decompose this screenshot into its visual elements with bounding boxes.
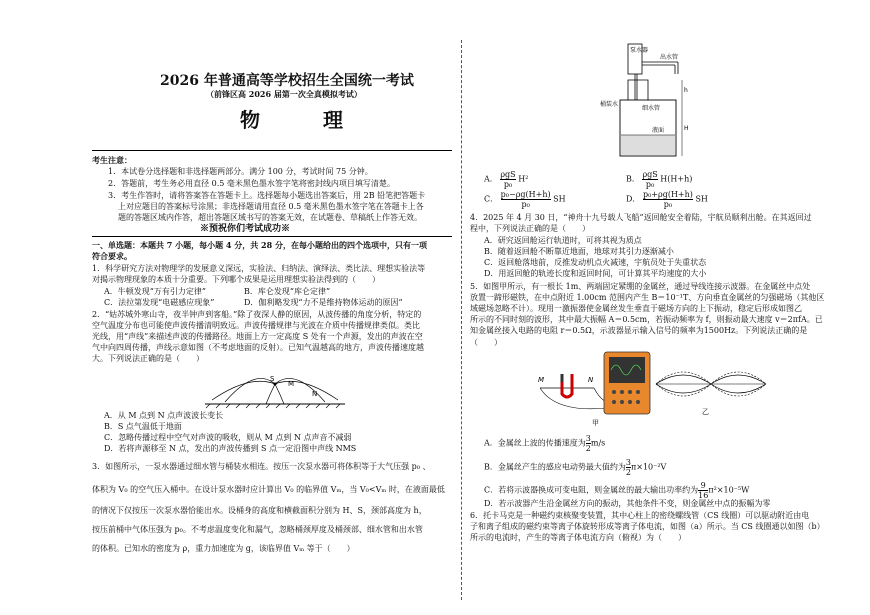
fraction: $\frac{9}{16}$ [698,481,709,500]
q5-stem: 所示的不同时刻的波形，其中最大振幅 A＝0.5cm，若振动频率为 f，则振动最大速度 v＝2πfA。已 [470,315,823,324]
label-s: S [270,375,275,383]
q5-stem: 域磁场忽略不计）。现用一激振器使金属丝发生垂直于磁场方向的上下振动，稳定后形成如图乙 [470,304,802,313]
q3-stem: 按压前桶中气体压强为 p₀。不考虑温度变化和漏气，忽略桶颈厚度及桶颈部、细水管和出水管 [92,525,423,534]
header-divider [92,150,452,151]
q3-stem: 体积为 V₀ 的空气压入桶中。在设计泵水器时应计算出 V₀ 的临界值 Vₘ，当 V₀<Vₘ 时，在液面最低 [92,485,445,494]
q2-stem: 光线，用“声线”来描述声波的传播路径。地面上方一定高度 S 处有一个声源，发出的声波在空 [92,332,423,341]
fraction: $\frac{3}{2}$ [585,434,591,453]
q4-stem: 程中，下列说法正确的是（ ） [470,224,590,233]
section1-heading-cont: 符合要求。 [92,251,132,261]
column-divider [461,40,462,600]
notice-item: 2．答题前，考生务必用直径 0.5 毫米黑色墨水签字笔将密封线内项目填写清楚。 [108,179,395,188]
q1-option-b: B．库仑发现“库仑定律” [244,287,331,296]
fraction: ρgS p₀ [500,170,516,189]
q2-stem: 气中向四周传播，声线示意如图（不考虑地面的反射）。已知气温越高的地方，声波传播速度越 [92,343,424,352]
standing-wave-figure [652,358,770,418]
q1-option-d: D．伽利略发现“力不是维持物体运动的原因” [244,298,403,307]
label-m: M [288,380,295,388]
q6-stem: 子和离子组成的磁约束等离子体旋转形成等离子体电流，如图（a）所示。当 CS 线圈通以如图（b） [470,522,825,531]
q3-option-c: C． $\frac{\text{p₀−ρg(H+h)}}{\text{p₀}}$ SH [484,190,566,209]
label-tube: 细水管 [642,105,661,112]
label-big-h: H [684,125,689,132]
label-m: M [538,376,545,384]
q5-stem: 5．如图甲所示，有一根长 1m、两端固定紧绷的金属丝，通过导线连接示波器。在金属丝中点处 [470,282,811,291]
label-yi: 乙 [702,408,709,416]
oscilloscope-screen [609,357,645,383]
fraction: $\frac{3}{2}$ [625,458,631,477]
notice-item: 上对应题目的答案标号涂黑；非选择题请用直径 0.5 毫米黑色墨水签字笔在答题卡上各 [118,202,424,211]
wish-line: ※预祝你们考试成功※ [200,224,291,234]
exam-subtitle: （前锋区高 2026 届第一次全真模拟考试） [206,89,362,99]
q4-option-d: D．用返回舱的轨迹长度和返回时间，可计算其平均速度的大小 [484,269,707,278]
fraction: $\frac{\text{p₀+ρg(H+h)}}{\text{p₀}}$ [642,190,693,209]
notice-item: 1．本试卷分选择题和非选择题两部分。满分 100 分，考试时间 75 分钟。 [108,167,373,176]
q4-option-b: B．随着返回舱不断靠近地面，地球对其引力逐渐减小 [484,247,674,256]
label-h: h [684,87,688,94]
q6-stem: 所示的电流时，产生的等离子体电流方向（俯视）为（ ） [470,533,686,542]
q3-stem: 3．如图所示，一泵水器通过细水管与桶装水相连。按压一次泵水器可将体积等于大气压强 p₀ 、 [92,462,431,471]
q3-stem: 的情况下仅按压一次泵水器恰能出水。设桶身的高度和横截面积分别为 H、S，颈部高度为 h， [92,506,427,515]
q2-option-b: B．S 点气温低于地面 [104,422,182,431]
q3-stem: 的体积。已知水的密度为 ρ，重力加速度为 g，该临界值 Vₘ 等于（ ） [92,544,355,553]
q5-option-b: B．金属丝产生的感应电动势最大值约为 $\frac{3}{2}$ π×10⁻²V [484,458,667,477]
q3-option-a: A． ρgS p₀ H² [484,170,529,189]
label-barrel: 桶装水 [600,101,619,108]
label-pump: 泵水器 [630,47,649,54]
label-outlet: 出水管 [660,54,679,61]
q5-stem: 知金属丝接入电路的电阻 r＝0.5Ω，示波器显示输入信号的频率为1500Hz。下列说法正确的是 [470,326,808,335]
q1-option-a: A．牛顿发现“万有引力定律” [104,287,206,296]
q5-stem: 放置一蹄形磁铁，在中点附近 1.00cm 范围内产生 B＝10⁻¹T、方向垂直金属丝的匀强磁场（其他区 [470,293,825,302]
fraction: ρgS p₀ [642,170,658,189]
q1-option-c: C．法拉第发现“电磁感应现象” [104,298,215,307]
q5-stem: （ ） [470,338,502,347]
q2-stem: 大。下列说法正确的是（ ） [92,354,204,363]
q5-option-a: A．金属丝上波的传播速度为 $\frac{3}{2}$ m/s [484,434,606,453]
section1-heading: 一、单选题：本题共 7 小题，每小题 4 分，共 28 分，在每小题给出的四个选项中，只有一项 [92,240,427,250]
notice-item: 题的答题区域内作答，超出答题区域书写的答案无效，在试题卷、草稿纸上作答无效。 [118,213,422,222]
water-pump-figure [598,40,708,160]
q2-stem: 空气温度分布也可能使声波传播清明致远。声波传播规律与光波在介质中传播规律类似。类比 [92,321,420,330]
q2-stem: 2．“姑苏城外寒山寺，夜半钟声到客船。”除了夜深人静的原因，从波传播的角度分析，特定的 [92,310,422,319]
q1-stem: 对揭示物理现象的本质十分重要。下列哪个成果是运用理想实验法得到的（ ） [92,275,380,284]
q2-option-d: D．若将声源移至 N 点，发出的声波传播到 S 点一定沿图中声线 NMS [104,444,357,453]
notice-divider [92,236,452,237]
q3-option-d: D． $\frac{\text{p₀+ρg(H+h)}}{\text{p₀}}$ SH [626,190,708,209]
q2-option-a: A．从 M 点到 N 点声波波长变长 [104,411,224,420]
q4-option-c: C．返回舱落地前，反推发动机点火减速，宇航员处于失重状态 [484,258,707,267]
q5-option-d: D．若示波器产生沿金属丝方向的振动，其他条件不变，则金属丝中点的振幅为零 [484,499,771,508]
notice-heading: 考生注意： [92,155,132,165]
label-jia: 甲 [592,419,599,427]
fraction: $\frac{\text{p₀−ρg(H+h)}}{\text{p₀}}$ [500,190,551,209]
label-liquid: 液面 [652,127,665,134]
q2-option-c: C．忽略传播过程中空气对声波的吸收，则从 M 点到 N 点声音不减弱 [104,433,352,442]
oscilloscope-figure [536,348,654,428]
notice-item: 3．考生作答时，请将答案答在答题卡上。选择题每小题选出答案后，用 2B 铅笔把答题卡 [108,191,426,200]
label-n: N [312,390,318,398]
q6-stem: 6．托卡马克是一种磁约束核聚变装置，其中心柱上的密绕螺线管（CS 线圈）可以驱动附近由电 [470,511,810,520]
exam-title: 2026 年普通高等学校招生全国统一考试 [160,73,414,89]
subject-title: 物 理 [240,108,371,132]
q1-stem: 1．科学研究方法对物理学的发展意义深远，实验法、归纳法、演绎法、类比法、理想实验法等 [92,264,426,273]
label-n: N [588,376,594,384]
q3-option-b: B． ρgS p₀ H(H+h) [626,170,693,189]
q4-option-a: A．研究返回舱运行轨道时，可将其视为质点 [484,236,642,245]
sound-ray-figure [200,362,350,410]
q4-stem: 4．2025 年 4 月 30 日，“神舟十九号载人飞船”返回舱安全着陆，宇航员顺利出舱。在其返回过 [470,213,812,222]
q5-option-c: C．若将示波器换成可变电阻，则金属丝的最大输出功率约为 $\frac{9}{16}$ π²×10⁻⁵W [484,481,750,500]
water-body [621,135,675,155]
